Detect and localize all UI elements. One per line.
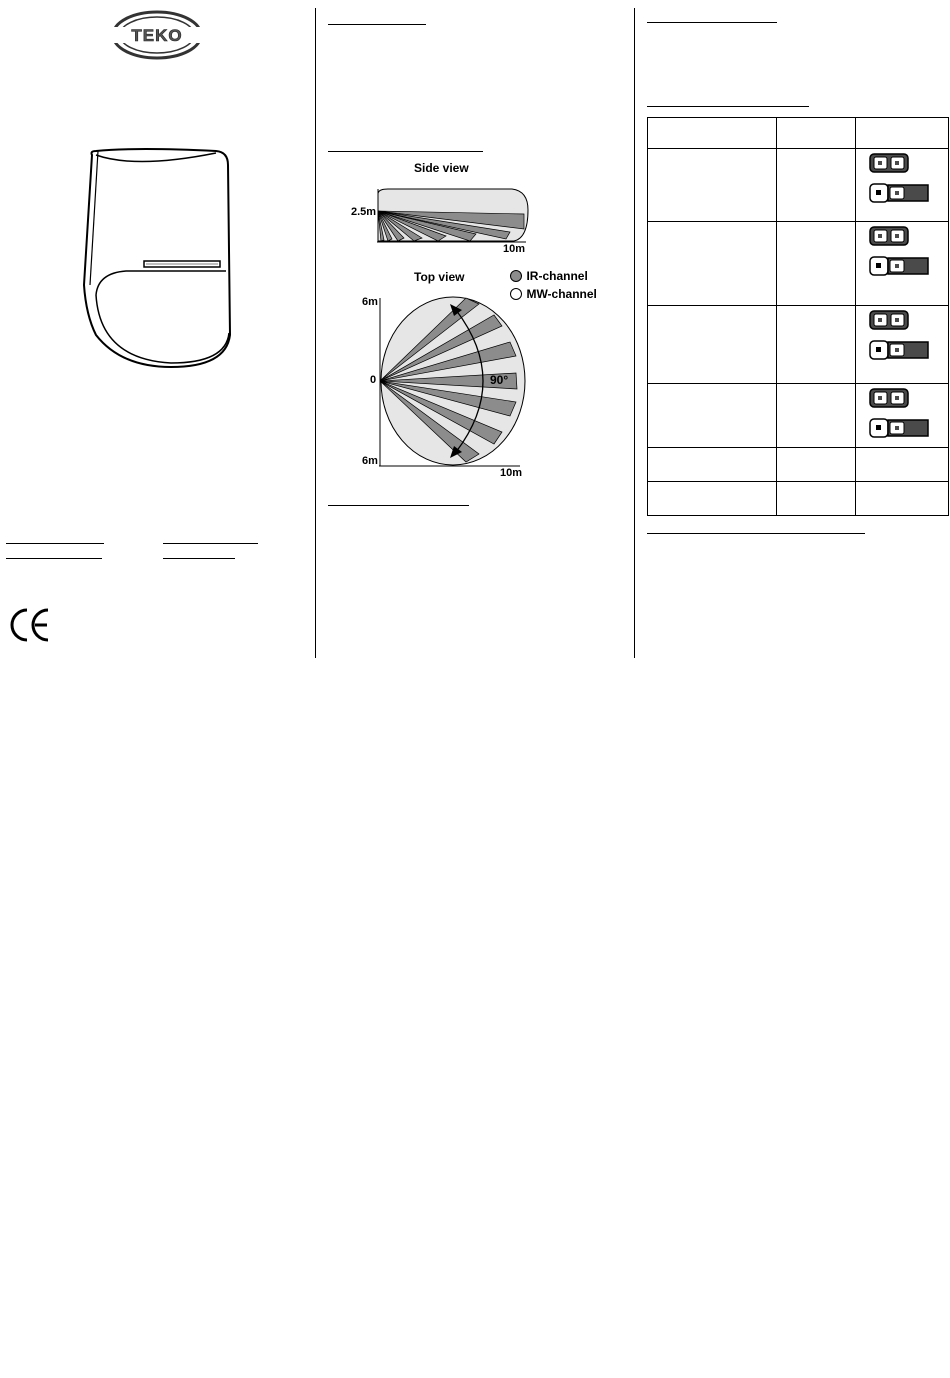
jumper-closed-icon: [868, 417, 930, 439]
top-view-diagram: [370, 290, 535, 475]
legend-ir-swatch: [510, 270, 522, 282]
angle-label: 90°: [490, 373, 509, 387]
link-line-2a[interactable]: [163, 543, 258, 544]
jumper-cell: [856, 384, 949, 448]
table-header-row: [648, 118, 949, 149]
legend-ir: [510, 267, 588, 283]
table-row: [648, 149, 949, 222]
jumper-cell: [856, 149, 949, 222]
link-line-1a[interactable]: [6, 543, 104, 544]
header-cell-1: [648, 118, 777, 149]
side-height-label: 2.5m: [351, 206, 377, 218]
jumper-open-icon: [868, 152, 930, 174]
link-line-2b[interactable]: [163, 558, 235, 559]
side-view-diagram: [374, 186, 534, 246]
jumper-open-icon: [868, 309, 930, 331]
header-cell-3: [856, 118, 949, 149]
ce-mark: [8, 606, 52, 644]
jumper-cell: [856, 222, 949, 306]
top-range-label: 10m: [500, 467, 523, 479]
section-heading-rule-5: [647, 106, 809, 107]
column-divider-1: [315, 8, 316, 658]
jumper-closed-icon: [868, 182, 930, 204]
link-line-1b[interactable]: [6, 558, 102, 559]
legend-mw-label: MW-channel: [526, 286, 597, 301]
side-view-title: Side view: [414, 161, 469, 175]
header-cell-2: [777, 118, 856, 149]
table-row: [648, 448, 949, 482]
brand-logo: [108, 10, 206, 60]
side-range-label: 10m: [503, 243, 526, 255]
top-view-title: Top view: [414, 270, 465, 284]
jumper-closed-icon: [868, 255, 930, 277]
jumper-open-icon: [868, 387, 930, 409]
jumper-closed-icon: [868, 339, 930, 361]
table-row: [648, 384, 949, 448]
top-upper-label: 6m: [362, 296, 378, 308]
jumper-table: [647, 117, 949, 516]
section-heading-rule-1: [328, 24, 426, 25]
table-row: [648, 482, 949, 516]
logo-text: TEKO: [131, 26, 183, 45]
section-heading-rule-4: [647, 22, 777, 23]
section-heading-rule-2: [328, 151, 483, 152]
top-origin-label: 0: [370, 374, 377, 386]
section-heading-rule-6: [647, 533, 865, 534]
detector-illustration: [76, 145, 236, 370]
table-row: [648, 222, 949, 306]
jumper-open-icon: [868, 225, 930, 247]
top-lower-label: 6m: [362, 455, 378, 467]
column-divider-2: [634, 8, 635, 658]
section-heading-rule-3: [328, 505, 469, 506]
jumper-cell: [856, 306, 949, 384]
table-row: [648, 306, 949, 384]
legend-ir-label: IR-channel: [526, 268, 588, 283]
